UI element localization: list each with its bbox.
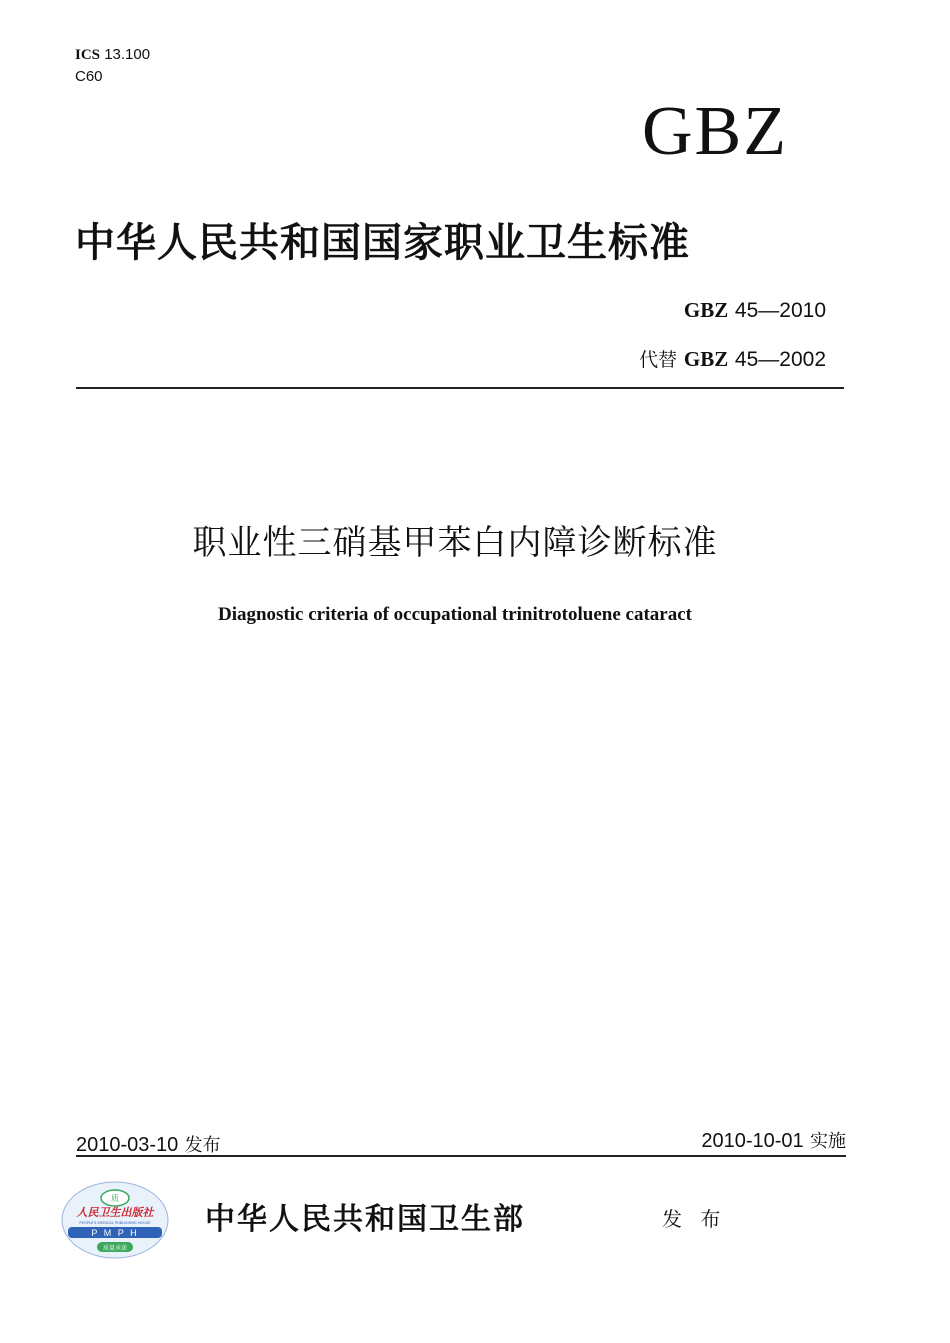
seal-publisher-name: 人民卫生出版社 <box>76 1206 154 1219</box>
publisher-name: 中华人民共和国卫生部 <box>205 1202 525 1237</box>
seal-ribbon: 质量承诺 <box>102 1245 128 1252</box>
ics-block <box>75 44 150 87</box>
issue-date: 2010-03-10 <box>76 1134 179 1156</box>
publisher-seal-logo <box>60 1180 170 1260</box>
seal-subtext: PEOPLE'S MEDICAL PUBLISHING HOUSE <box>79 1221 151 1225</box>
ics-code: 13.100 <box>104 46 151 63</box>
standard-number-value: 45—2010 <box>734 299 826 322</box>
replaces-line <box>639 345 826 374</box>
replaces-prefix: GBZ <box>683 347 729 371</box>
seal-badge: 质 <box>111 1194 119 1203</box>
implement-label: 实施 <box>810 1131 846 1152</box>
ics-prefix: ICS <box>75 47 101 63</box>
seal-letters: P M P H <box>91 1228 139 1238</box>
ccs-code: C60 <box>75 68 103 85</box>
implement-date-line <box>701 1127 846 1155</box>
english-title: Diagnostic criteria of occupational trinitrotoluene cataract <box>217 604 692 625</box>
replaces-label: 代替 <box>639 349 678 371</box>
chinese-title: 职业性三硝基甲苯白内障诊断标准 <box>192 523 718 563</box>
standard-number-prefix: GBZ <box>683 298 729 322</box>
footer-divider <box>76 1155 846 1157</box>
replaces-value: 45—2002 <box>734 348 826 371</box>
issue-label: 发布 <box>184 1135 221 1156</box>
standard-number <box>684 296 826 325</box>
publish-label: 发 布 <box>662 1207 727 1231</box>
header-divider <box>76 387 844 389</box>
standard-category: 中华人民共和国国家职业卫生标准 <box>75 219 690 266</box>
gbz-logo: GBZ <box>642 93 788 170</box>
implement-date: 2010-10-01 <box>701 1130 804 1152</box>
